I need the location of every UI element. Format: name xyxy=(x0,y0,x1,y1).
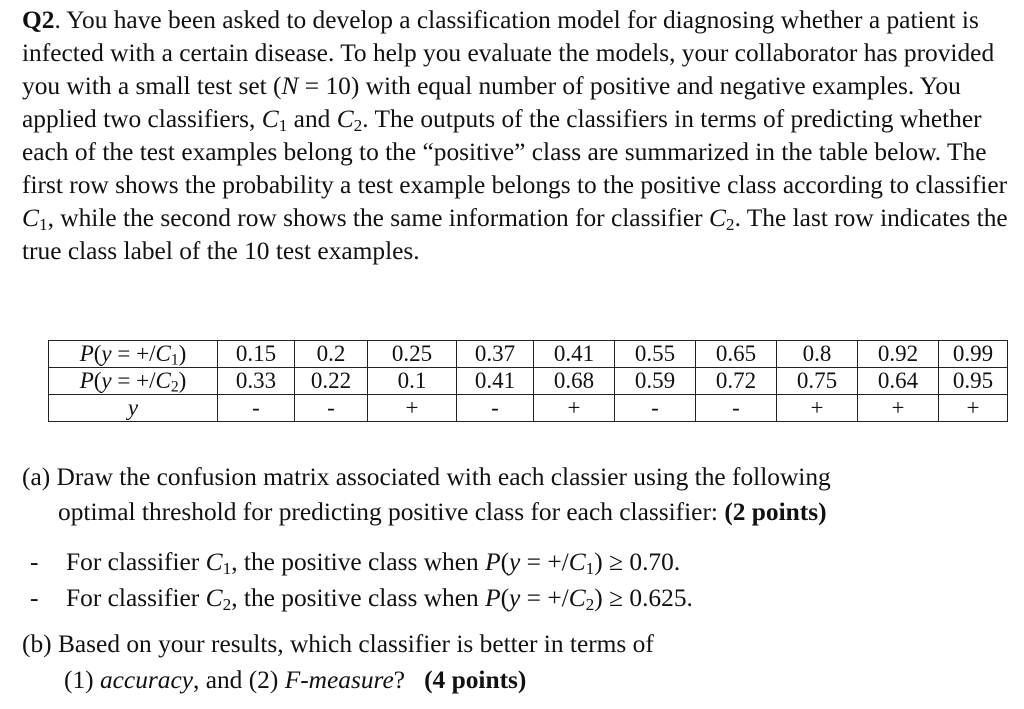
table-cell: 0.68 xyxy=(534,368,615,395)
table-cell: 0.72 xyxy=(696,368,777,395)
probability-table xyxy=(48,340,1008,422)
part-a-label: (a) xyxy=(22,463,51,491)
table-cell: 0.59 xyxy=(615,368,696,395)
table-cell: 0.2 xyxy=(295,341,368,368)
row-label: $P(y = +/C_2)$ xyxy=(49,368,218,395)
question-text: Q2. You have been asked to develop a classification model for diagnosing whether a patient is infected with a certain disease. To help you evaluate the models, your collaborator has provided you with a small test set (N = 10) with equal number of positive and negative examples. You applied two classifiers, $C_1$ and $C_2$. The outputs of the classifiers in terms of predicting whether each of the test examples belong to the “positive” class are summarized in the table below. The first row shows the probability a test example belongs to the positive class according to classifier $C_1$, while the second row shows the same information for classifier $C_2$. The last row indicates the true class label of the 10 test examples. xyxy=(22,6,1008,265)
table-cell: - xyxy=(457,395,534,422)
part-a: (a) Draw the confusion matrix associated with each classier using the following optimal threshold for predicting positive class for each classifier: (2 points) xyxy=(22,463,831,526)
question-number: Q2 xyxy=(22,6,55,34)
table-cell: 0.15 xyxy=(218,341,295,368)
table-cell: 0.41 xyxy=(534,341,615,368)
part-b: (b) Based on your results, which classifier is better in terms of (1) accuracy, and (2) F-measure? (4 points) xyxy=(22,630,654,694)
table-cell: 0.55 xyxy=(615,341,696,368)
table-cell: + xyxy=(939,395,1008,422)
row-label: y xyxy=(49,395,218,422)
table-cell: 0.1 xyxy=(368,368,457,395)
table-cell: - xyxy=(295,395,368,422)
table-cell: 0.37 xyxy=(457,341,534,368)
table-cell: 0.41 xyxy=(457,368,534,395)
table-row xyxy=(49,341,1008,368)
row-label: $P(y = +/C_1)$ xyxy=(49,341,218,368)
table-cell: 0.75 xyxy=(777,368,858,395)
table-cell: 0.25 xyxy=(368,341,457,368)
table-cell: + xyxy=(368,395,457,422)
part-a-points: (2 points) xyxy=(724,498,827,526)
threshold-list xyxy=(30,544,693,616)
table-cell: 0.65 xyxy=(696,341,777,368)
part-b-points: (4 points) xyxy=(424,666,527,694)
table-cell: + xyxy=(777,395,858,422)
part-b-label: (b) xyxy=(22,630,52,658)
table-cell: 0.64 xyxy=(858,368,939,395)
table-cell: 0.22 xyxy=(295,368,368,395)
table-cell: 0.95 xyxy=(939,368,1008,395)
list-item: - For classifier $C_1$, the positive class when $P(y = +/C_1) \ge 0.70$. xyxy=(30,548,681,578)
table-cell: + xyxy=(858,395,939,422)
table-cell: 0.8 xyxy=(777,341,858,368)
table-cell: + xyxy=(534,395,615,422)
table-cell: - xyxy=(696,395,777,422)
table-cell: 0.99 xyxy=(939,341,1008,368)
table-cell: - xyxy=(218,395,295,422)
list-item: - For classifier $C_2$, the positive class when $P(y = +/C_2) \ge 0.625$. xyxy=(30,584,693,614)
table-row xyxy=(49,395,1008,422)
table-cell: 0.33 xyxy=(218,368,295,395)
table-cell: - xyxy=(615,395,696,422)
table-cell: 0.92 xyxy=(858,341,939,368)
table-row xyxy=(49,368,1008,395)
